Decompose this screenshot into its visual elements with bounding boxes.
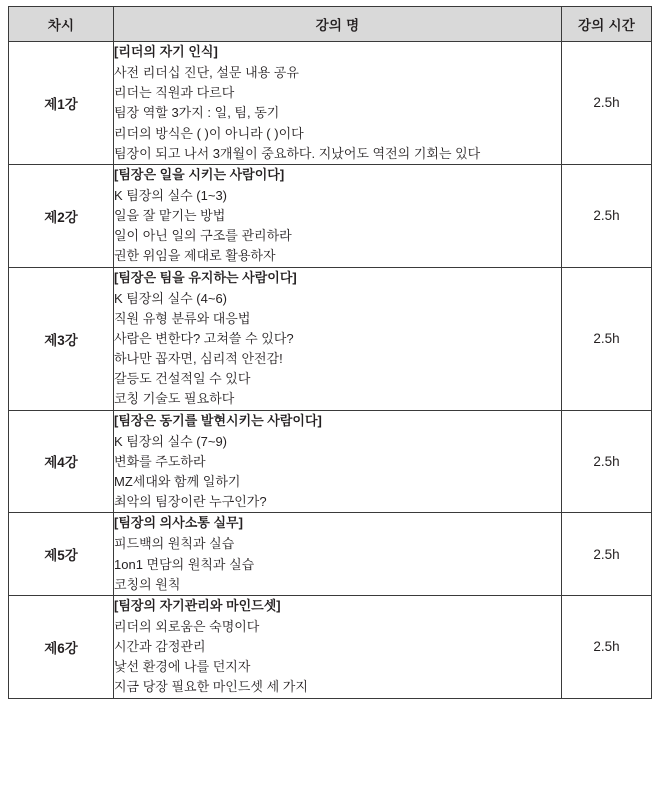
table-row	[9, 42, 652, 165]
title-line: 1on1 면담의 원칙과 실습	[114, 556, 255, 572]
title-cell	[114, 42, 562, 165]
table-body	[9, 42, 652, 699]
title-line: 코칭 기술도 필요하다	[114, 391, 235, 407]
session-cell: 제4강	[9, 410, 114, 513]
title-cell	[114, 410, 562, 513]
time-cell: 2.5h	[562, 42, 652, 165]
title-line: 낯선 환경에 나를 던지자	[114, 659, 251, 675]
time-cell: 2.5h	[562, 513, 652, 596]
title-cell	[114, 267, 562, 410]
time-cell: 2.5h	[562, 595, 652, 698]
title-line: 일을 잘 맡기는 방법	[114, 208, 226, 224]
title-heading: [리더의 자기 인식]	[114, 44, 218, 59]
title-line: 리더의 외로움은 숙명이다	[114, 618, 260, 634]
title-line: K 팀장의 실수 (1~3)	[114, 187, 228, 203]
title-line: 갈등도 건설적일 수 있다	[114, 371, 251, 387]
title-heading: [팀장은 팀을 유지하는 사람이다]	[114, 269, 297, 285]
header-time: 강의 시간	[562, 7, 652, 42]
title-line: 하나만 꼽자면, 심리적 안전감!	[114, 351, 283, 367]
title-line: K 팀장의 실수 (7~9)	[114, 433, 228, 449]
title-line: 최악의 팀장이란 누구인가?	[114, 494, 267, 510]
title-heading: [팀장은 일을 시키는 사람이다]	[114, 166, 285, 182]
title-line: 피드백의 원칙과 실습	[114, 536, 235, 552]
title-line: 리더의 방식은 ( )이 아니라 ( )이다	[114, 125, 304, 141]
title-line: 사람은 변한다? 고쳐쓸 수 있다?	[114, 330, 294, 346]
title-line: 시간과 감정관리	[114, 639, 206, 655]
time-cell: 2.5h	[562, 410, 652, 513]
title-cell	[114, 164, 562, 267]
title-line: 팀장이 되고 나서 3개월이 중요하다. 지났어도 역전의 기회는 있다	[114, 145, 481, 161]
header-row	[9, 7, 652, 42]
header-session: 차시	[9, 7, 114, 42]
title-cell	[114, 595, 562, 698]
session-cell: 제2강	[9, 164, 114, 267]
table-row	[9, 513, 652, 596]
time-cell: 2.5h	[562, 267, 652, 410]
title-line: 일이 아닌 일의 구조를 관리하라	[114, 228, 292, 244]
title-line: K 팀장의 실수 (4~6)	[114, 290, 228, 306]
title-line: 리더는 직원과 다르다	[114, 85, 235, 101]
curriculum-table	[8, 6, 652, 699]
title-heading: [팀장은 동기를 발현시키는 사람이다]	[114, 412, 322, 428]
title-line: 직원 유형 분류와 대응법	[114, 310, 251, 326]
title-line: 변화를 주도하라	[114, 453, 206, 469]
table-header	[9, 7, 652, 42]
session-cell: 제3강	[9, 267, 114, 410]
session-cell: 제1강	[9, 42, 114, 165]
title-line: 권한 위임을 제대로 활용하자	[114, 248, 276, 264]
header-title: 강의 명	[114, 7, 562, 42]
title-cell	[114, 513, 562, 596]
session-cell: 제6강	[9, 595, 114, 698]
title-line: 사전 리더십 진단, 설문 내용 공유	[114, 65, 299, 81]
title-heading: [팀장의 의사소통 실무]	[114, 515, 243, 531]
title-line: MZ세대와 함께 일하기	[114, 473, 241, 489]
table-row	[9, 595, 652, 698]
title-line: 코칭의 원칙	[114, 576, 181, 592]
title-heading: [팀장의 자기관리와 마인드셋]	[114, 597, 281, 613]
table-row	[9, 267, 652, 410]
table-row	[9, 164, 652, 267]
time-cell: 2.5h	[562, 164, 652, 267]
session-cell: 제5강	[9, 513, 114, 596]
title-line: 지금 당장 필요한 마인드셋 세 가지	[114, 679, 308, 695]
title-line: 팀장 역할 3가지 : 일, 팀, 동기	[114, 105, 280, 121]
table-row	[9, 410, 652, 513]
